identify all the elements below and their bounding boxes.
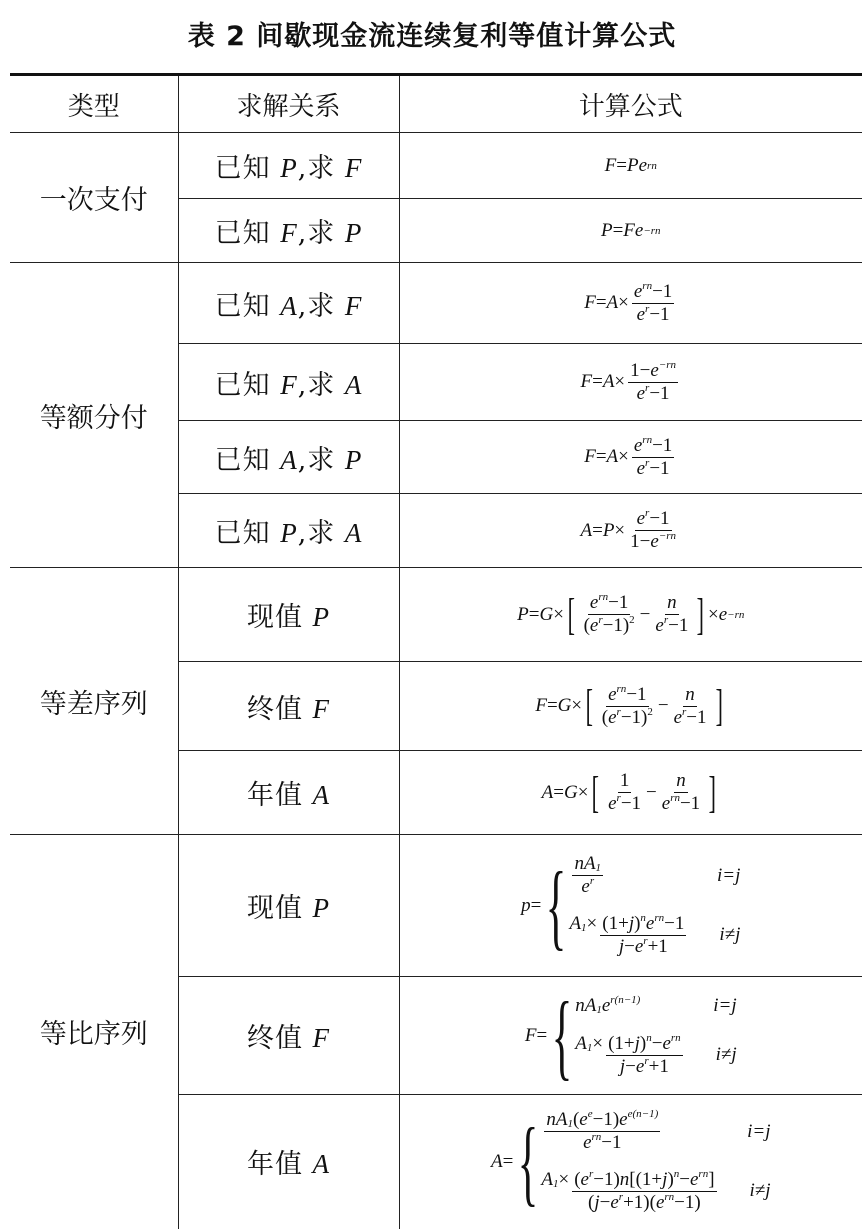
relation-cell: 已知 F,求 P — [178, 199, 399, 263]
relation-cell: 终值 F — [178, 977, 399, 1095]
formula-cell: P = G × [ $\frac{e^{rn}-1}{(e^r-1)^2}$ − $\frac{n}{e^r-1}$ ] × e −rn — [399, 568, 862, 662]
formula-cell: F = Pe rn — [399, 133, 862, 199]
header-formula: 计算公式 — [399, 75, 862, 133]
relation-cell: 已知 P,求 F — [178, 133, 399, 199]
formula-cell: p = { $\frac{nA_1}{e^r}$ i=j $A_1\times$ $\frac{(1+j)^ne^{rn}-1}{j-e^r+1}$ i≠j — [399, 835, 862, 977]
group-single: 一次支付 — [10, 133, 178, 263]
relation-cell: 已知 A,求 F — [178, 263, 399, 344]
formula-table — [10, 73, 862, 1229]
table-row — [10, 568, 862, 662]
header-row — [10, 75, 862, 133]
formula-cell: F = A × $\frac{e^{rn}-1}{e^r-1}$ — [399, 421, 862, 494]
table-row — [10, 263, 862, 344]
relation-cell: 已知 P,求 A — [178, 494, 399, 568]
header-type: 类型 — [10, 75, 178, 133]
formula-cell: F = G × [ $\frac{e^{rn}-1}{(e^r-1)^2}$ − $\frac{n}{e^r-1}$ ] — [399, 662, 862, 751]
relation-cell: 年值 A — [178, 751, 399, 835]
table-row — [10, 835, 862, 977]
formula-cell: F = A × $\frac{e^{rn}-1}{e^r-1}$ — [399, 263, 862, 344]
relation-cell: 年值 A — [178, 1095, 399, 1229]
relation-cell: 已知 F,求 A — [178, 344, 399, 421]
header-relation: 求解关系 — [178, 75, 399, 133]
relation-cell: 已知 A,求 P — [178, 421, 399, 494]
group-geometric: 等比序列 — [10, 835, 178, 1229]
group-gradient: 等差序列 — [10, 568, 178, 835]
formula-cell: A = { $\frac{nA_1(e^e-1)e^{e(n-1)}}{e^{rn}-1}$ i=j $A_1\times$ $\frac{(e^r-1)n[(1+j)^n-e^{rn}]}{(j-e^r+1)(e^{rn}-1)}$ i≠j — [399, 1095, 862, 1229]
formula-cell: F = { $nA_1e^{r(n-1)}$ i=j $A_1\times$ $\frac{(1+j)^n-e^{rn}}{j-e^r+1}$ i≠j — [399, 977, 862, 1095]
table-row — [10, 133, 862, 199]
relation-cell: 终值 F — [178, 662, 399, 751]
formula-cell: A = G × [ $\frac{1}{e^r-1}$ − $\frac{n}{e^{rn}-1}$ ] — [399, 751, 862, 835]
formula-cell: P = Fe −rn — [399, 199, 862, 263]
relation-cell: 现值 P — [178, 568, 399, 662]
relation-cell: 现值 P — [178, 835, 399, 977]
formula-cell: F = A × $\frac{1-e^{-rn}}{e^r-1}$ — [399, 344, 862, 421]
table-title: 表 2 间歇现金流连续复利等值计算公式 — [187, 21, 677, 52]
group-uniform: 等额分付 — [10, 263, 178, 568]
formula-cell: A = P × $\frac{e^r-1}{1-e^{-rn}}$ — [399, 494, 862, 568]
